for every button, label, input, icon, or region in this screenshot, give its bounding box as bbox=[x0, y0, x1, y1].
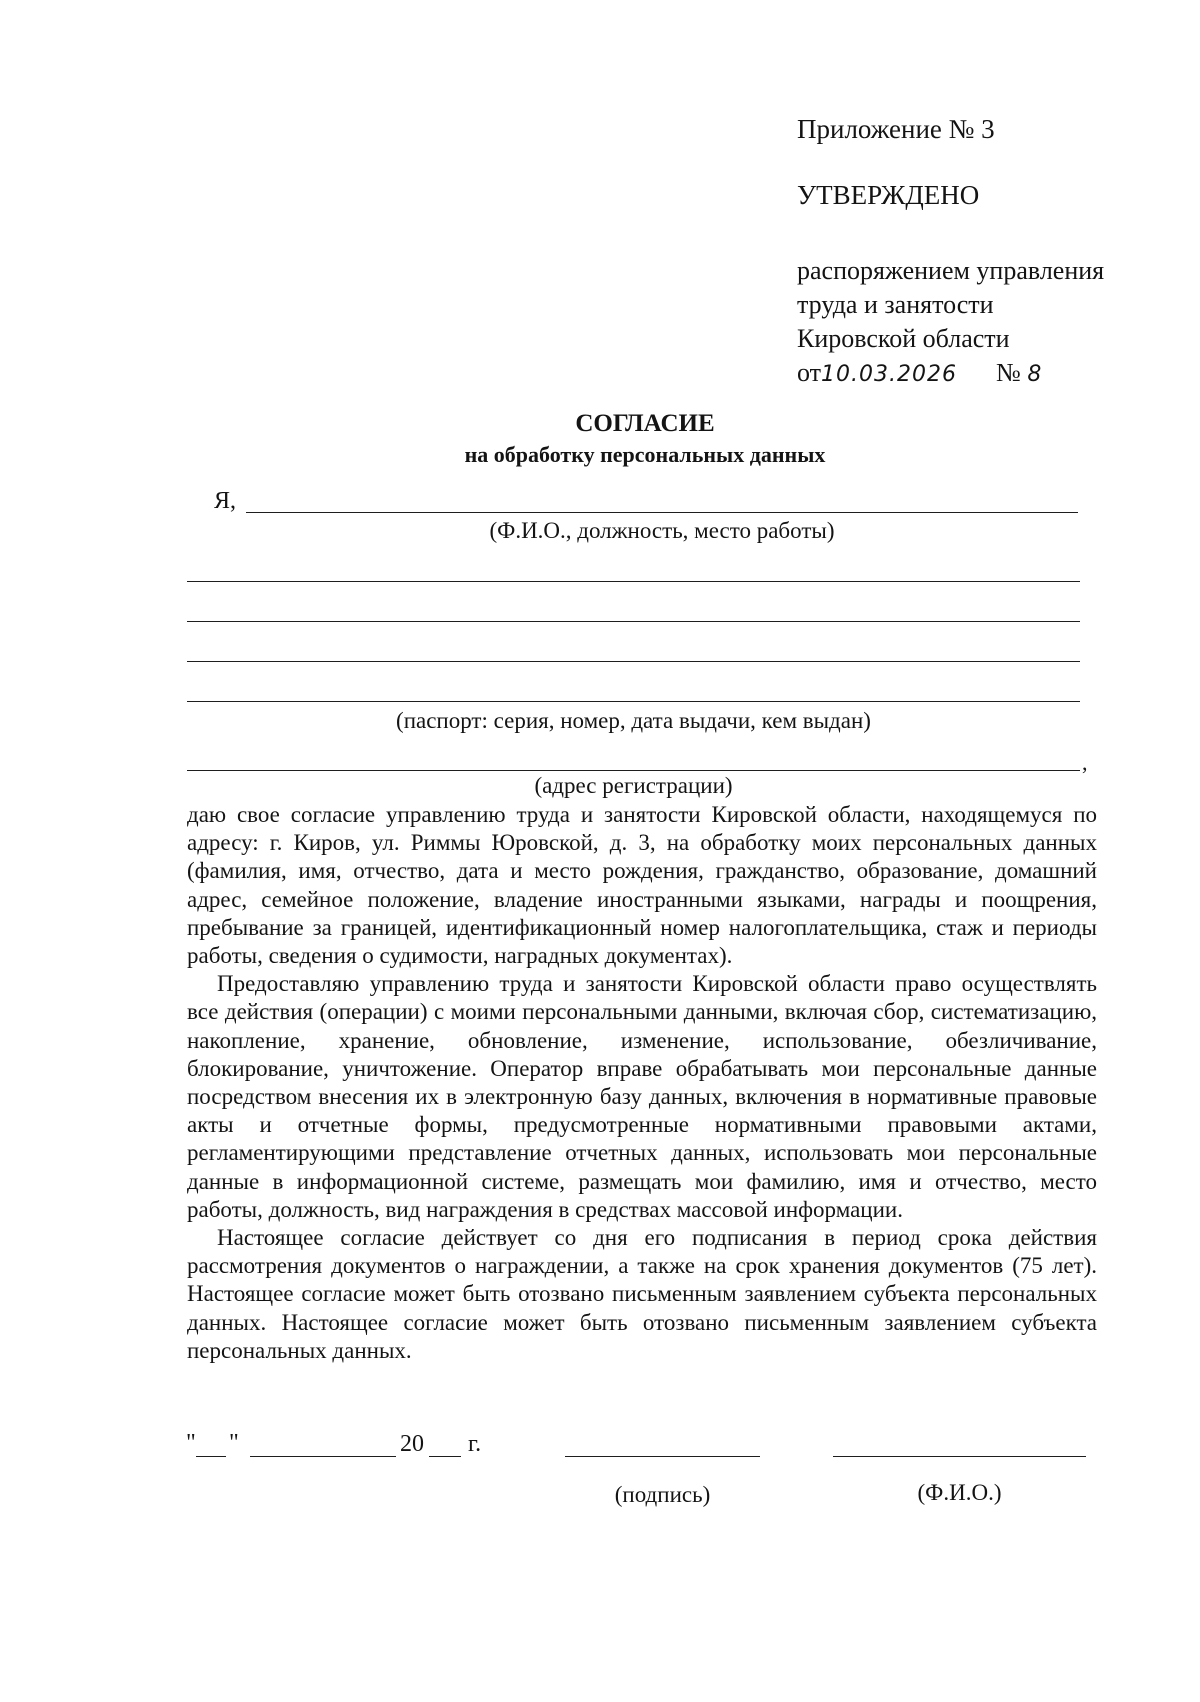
blank-line-3[interactable] bbox=[187, 661, 1080, 662]
paragraph-rights: Предоставляю управлению труда и занятости Кировской области право осуществлять все действия (операции) с моими персональными данными, включая сбор, систематизацию, накопление, хранение, обновление, изменение, использование, обезличивание, блокирование, уничтожение. Оператор вправе обрабатывать мои персональные данные посредством внесения их в электронную базу данных, включения в нормативные правовые акты и отчетные формы, предусмотренные нормативными правовыми актами, регламентирующими представление отчетных данных, использовать мои персональные данные в информационной системе, размещать мои фамилию, имя и отчество, место работы, должность, вид награждения в средствах массовой информации. bbox=[187, 971, 1097, 1222]
decree-line-1: распоряжением управления bbox=[797, 256, 1105, 285]
address-comma: , bbox=[1082, 750, 1088, 775]
year-suffix: г. bbox=[468, 1431, 482, 1457]
passport-caption: (паспорт: серия, номер, дата выдачи, кем выдан) bbox=[396, 708, 871, 733]
body-text bbox=[187, 801, 1097, 1365]
signer-fio-caption: (Ф.И.О.) bbox=[917, 1480, 1002, 1505]
handwritten-date: 10.03.2026 bbox=[821, 362, 957, 387]
handwritten-number: 8 bbox=[1027, 362, 1043, 387]
signature-input-line[interactable] bbox=[565, 1456, 760, 1457]
document-title: СОГЛАСИЕ bbox=[575, 410, 715, 437]
decree-line-3: Кировской области bbox=[797, 324, 1010, 353]
appendix-label: Приложение № 3 bbox=[797, 114, 995, 144]
signature-caption: (подпись) bbox=[614, 1482, 711, 1507]
passport-input-line[interactable] bbox=[187, 701, 1080, 702]
address-input-line[interactable] bbox=[187, 770, 1080, 771]
i-label: Я, bbox=[214, 488, 237, 514]
day-input-line[interactable] bbox=[196, 1456, 226, 1457]
date-quote-open: " bbox=[186, 1430, 196, 1456]
fio-input-line[interactable] bbox=[246, 512, 1078, 513]
month-input-line[interactable] bbox=[250, 1456, 396, 1457]
blank-line-1[interactable] bbox=[187, 581, 1080, 582]
year-input-line[interactable] bbox=[429, 1456, 461, 1457]
year-prefix: 20 bbox=[400, 1431, 424, 1457]
fio-caption: (Ф.И.О., должность, место работы) bbox=[489, 518, 835, 543]
blank-line-2[interactable] bbox=[187, 621, 1080, 622]
signer-fio-input-line[interactable] bbox=[833, 1456, 1086, 1457]
date-quote-close: " bbox=[229, 1430, 239, 1456]
approved-label: УТВЕРЖДЕНО bbox=[797, 180, 980, 210]
address-caption: (адрес регистрации) bbox=[534, 773, 733, 798]
decree-date-row bbox=[797, 356, 1042, 392]
date-prefix: от bbox=[797, 358, 822, 387]
decree-line-2: труда и занятости bbox=[797, 290, 994, 319]
paragraph-validity: Настоящее согласие действует со дня его подписания в период срока действия рассмотрения документов о награждении, а также на срок хранения документов (75 лет). Настоящее согласие может быть отозвано письменным заявлением субъекта персональных данных. Настоящее согласие может быть отозвано письменным заявлением субъекта персональных данных. bbox=[187, 1225, 1097, 1363]
paragraph-consent: даю свое согласие управлению труда и занятости Кировской области, находящемуся по адресу: г. Киров, ул. Риммы Юровской, д. 3, на обработку моих персональных данных (фамилия, имя, отчество, дата и место рождения, гражданство, образование, домашний адрес, семейное положение, владение иностранными языками, награды и поощрения, пребывание за границей, идентификационный номер налогоплательщика, стаж и периоды работы, сведения о судимости, наградных документах). bbox=[187, 802, 1097, 969]
document-subtitle: на обработку персональных данных bbox=[464, 442, 826, 467]
number-prefix: № bbox=[996, 358, 1021, 387]
